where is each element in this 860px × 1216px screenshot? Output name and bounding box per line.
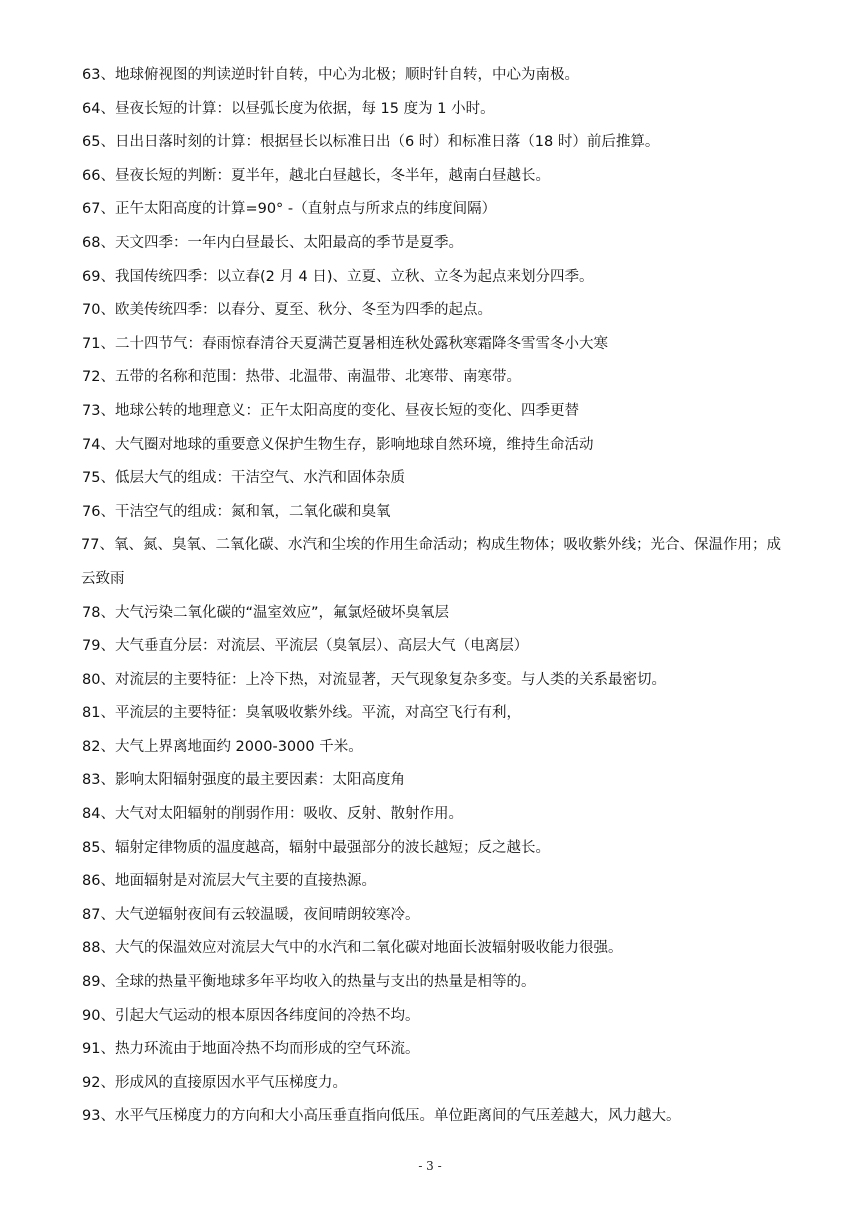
list-item bbox=[82, 932, 792, 966]
item-text: 、大气对太阳辐射的削弱作用：吸收、反射、散射作用。 bbox=[100, 806, 463, 823]
list-item bbox=[82, 227, 792, 261]
item-number: 64 bbox=[82, 100, 101, 117]
list-item bbox=[82, 361, 792, 395]
item-number: 74 bbox=[82, 436, 101, 453]
list-item bbox=[82, 193, 792, 227]
item-number: 67 bbox=[82, 201, 101, 218]
item-text: 、天文四季：一年内白昼最长、太阳最高的季节是夏季。 bbox=[100, 234, 463, 251]
item-number: 73 bbox=[82, 402, 101, 419]
item-text: 、影响太阳辐射强度的最主要因素：太阳高度角 bbox=[100, 772, 405, 789]
list-item bbox=[82, 395, 792, 429]
item-text: 、形成风的直接原因水平气压梯度力。 bbox=[100, 1074, 347, 1091]
list-item bbox=[82, 429, 792, 463]
item-text: 、地球公转的地理意义：正午太阳高度的变化、昼夜长短的变化、四季更替 bbox=[100, 402, 579, 419]
item-number: 93 bbox=[82, 1108, 101, 1125]
item-number: 88 bbox=[82, 940, 101, 957]
list-item bbox=[82, 798, 792, 832]
item-number: 70 bbox=[82, 302, 101, 319]
item-number: 65 bbox=[82, 134, 101, 151]
item-number: 77 bbox=[81, 537, 100, 554]
item-number: 84 bbox=[82, 806, 101, 823]
item-number: 90 bbox=[82, 1007, 101, 1024]
item-text: 、地球俯视图的判读逆时针自转，中心为北极；顺时针自转，中心为南极。 bbox=[100, 67, 579, 83]
list-item bbox=[82, 865, 792, 899]
list-item bbox=[82, 966, 792, 1000]
item-number: 68 bbox=[82, 234, 101, 251]
item-text: 、欧美传统四季：以春分、夏至、秋分、冬至为四季的起点。 bbox=[100, 302, 492, 319]
item-number: 72 bbox=[82, 369, 101, 386]
item-number: 92 bbox=[82, 1074, 101, 1091]
list-item bbox=[82, 59, 792, 93]
item-text: 、引起大气运动的根本原因各纬度间的冷热不均。 bbox=[100, 1007, 420, 1024]
item-number: 86 bbox=[82, 873, 101, 890]
list-item bbox=[82, 328, 792, 362]
item-number: 78 bbox=[82, 604, 101, 621]
item-text: 、昼夜长短的判断：夏半年，越北白昼越长，冬半年，越南白昼越长。 bbox=[100, 167, 550, 184]
item-text: 、五带的名称和范围：热带、北温带、南温带、北寒带、南寒带。 bbox=[100, 369, 521, 386]
list-item bbox=[82, 1067, 792, 1101]
item-text: 、昼夜长短的计算：以昼弧长度为依据，每 15 度为 1 小时。 bbox=[100, 100, 495, 117]
notes-list bbox=[82, 59, 792, 1134]
item-text: 、大气的保温效应对流层大气中的水汽和二氧化碳对地面长波辐射吸收能力很强。 bbox=[100, 940, 623, 957]
item-number: 82 bbox=[82, 738, 101, 755]
list-item bbox=[82, 731, 792, 765]
item-number: 71 bbox=[82, 335, 101, 352]
list-item bbox=[82, 93, 792, 127]
item-number: 91 bbox=[82, 1041, 101, 1058]
item-text: 、热力环流由于地面冷热不均而形成的空气环流。 bbox=[100, 1041, 420, 1058]
list-item bbox=[82, 899, 792, 933]
list-item bbox=[82, 160, 792, 194]
item-text: 、对流层的主要特征：上冷下热，对流显著，天气现象复杂多变。与人类的关系最密切。 bbox=[100, 671, 666, 688]
list-item bbox=[82, 597, 792, 631]
item-text: 、日出日落时刻的计算：根据昼长以标准日出（6 时）和标准日落（18 时）前后推算。 bbox=[100, 134, 660, 151]
list-item bbox=[82, 462, 792, 496]
list-item bbox=[82, 126, 792, 160]
list-item bbox=[82, 294, 792, 328]
list-item bbox=[82, 630, 792, 664]
list-item bbox=[82, 832, 792, 866]
list-item bbox=[82, 764, 792, 798]
item-text: 、全球的热量平衡地球多年平均收入的热量与支出的热量是相等的。 bbox=[100, 974, 536, 991]
item-text: 、大气圈对地球的重要意义保护生物生存，影响地球自然环境，维持生命活动 bbox=[100, 436, 594, 453]
item-number: 80 bbox=[82, 671, 101, 688]
item-text: 、地面辐射是对流层大气主要的直接热源。 bbox=[100, 873, 376, 890]
item-number: 83 bbox=[82, 772, 101, 789]
item-text: 、平流层的主要特征：臭氧吸收紫外线。平流，对高空飞行有利， bbox=[100, 705, 521, 722]
item-number: 81 bbox=[82, 705, 101, 722]
item-text: 、正午太阳高度的计算=90° -（直射点与所求点的纬度间隔） bbox=[100, 201, 497, 218]
list-item bbox=[82, 261, 792, 295]
item-number: 87 bbox=[82, 906, 101, 923]
list-item bbox=[82, 697, 792, 731]
list-item bbox=[82, 664, 792, 698]
list-item bbox=[82, 496, 792, 530]
item-number: 85 bbox=[82, 839, 101, 856]
item-text: 、低层大气的组成：干洁空气、水汽和固体杂质 bbox=[100, 470, 405, 487]
list-item bbox=[82, 1033, 792, 1067]
list-item bbox=[81, 529, 792, 596]
item-text: 、干洁空气的组成：氮和氧，二氧化碳和臭氧 bbox=[100, 503, 391, 520]
item-text: 、我国传统四季：以立春(2 月 4 日)、立夏、立秋、立冬为起点来划分四季。 bbox=[100, 268, 594, 285]
item-text: 、大气上界离地面约 2000-3000 千米。 bbox=[100, 738, 363, 755]
item-number: 79 bbox=[82, 638, 101, 655]
item-number: 75 bbox=[82, 470, 101, 487]
list-item bbox=[82, 1100, 792, 1134]
page-number: - 3 - bbox=[418, 1159, 442, 1173]
item-number: 76 bbox=[82, 503, 101, 520]
item-number: 89 bbox=[82, 974, 101, 991]
item-text: 、大气污染二氧化碳的“温室效应”，氟氯烃破坏臭氧层 bbox=[100, 604, 449, 621]
item-number: 66 bbox=[82, 167, 101, 184]
list-item bbox=[82, 1000, 792, 1034]
item-text: 、辐射定律物质的温度越高，辐射中最强部分的波长越短；反之越长。 bbox=[100, 839, 550, 856]
item-number: 63 bbox=[82, 67, 101, 83]
item-text: 、氧、氮、臭氧、二氧化碳、水汽和尘埃的作用生命活动；构成生物体；吸收紫外线；光合、保温作用；成云致雨 bbox=[81, 537, 781, 587]
item-number: 69 bbox=[82, 268, 101, 285]
item-text: 、水平气压梯度力的方向和大小高压垂直指向低压。单位距离间的气压差越大，风力越大。 bbox=[100, 1108, 681, 1125]
item-text: 、二十四节气：春雨惊春清谷天夏满芒夏暑相连秋处露秋寒霜降冬雪雪冬小大寒 bbox=[100, 335, 608, 352]
item-text: 、大气垂直分层：对流层、平流层（臭氧层）、高层大气（电离层） bbox=[100, 638, 529, 655]
item-text: 、大气逆辐射夜间有云较温暖，夜间晴朗较寒冷。 bbox=[100, 906, 420, 923]
